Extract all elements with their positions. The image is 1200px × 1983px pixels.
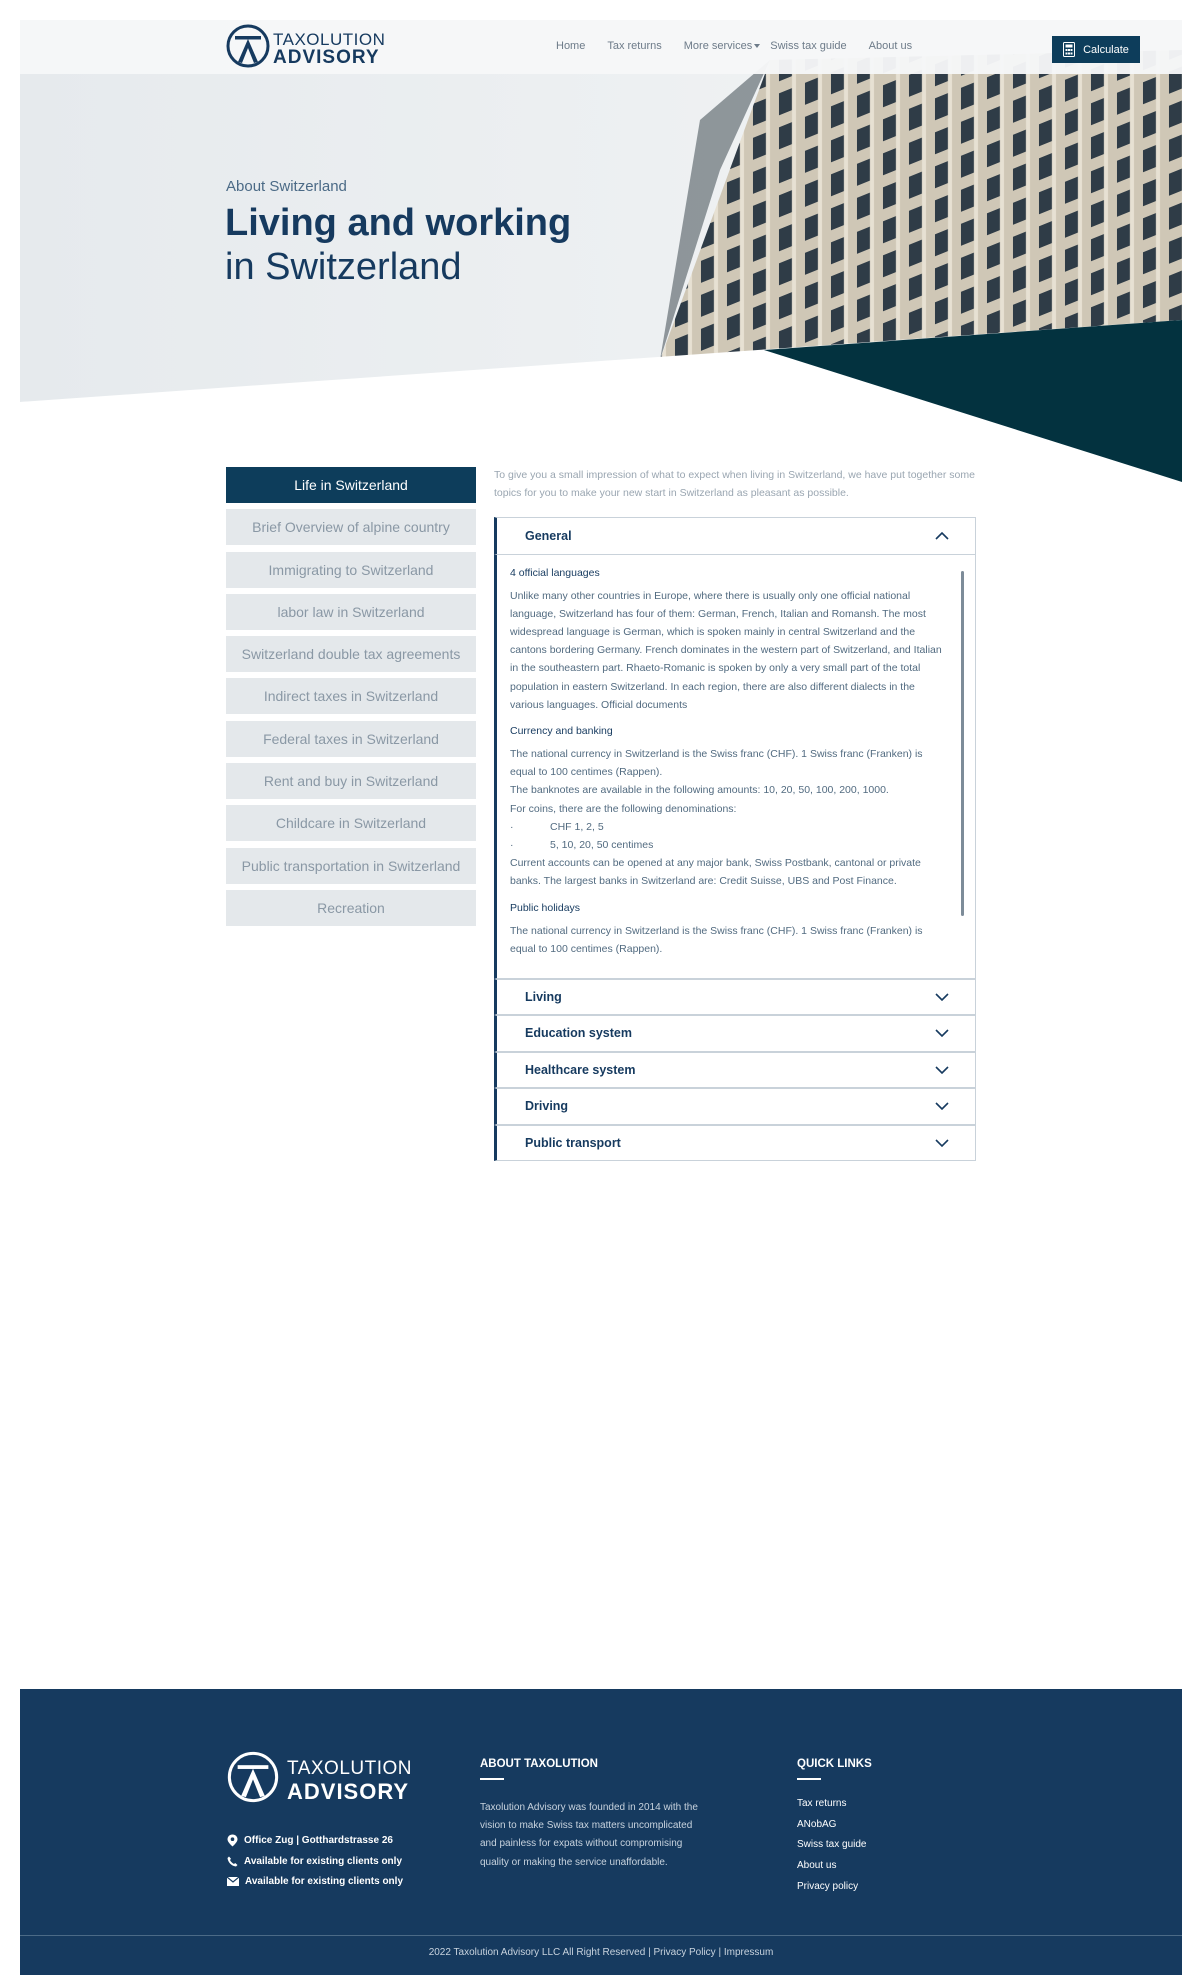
main-nav <box>556 40 912 52</box>
chevron-down-icon <box>754 44 760 48</box>
list-item-text: 5, 10, 20, 50 centimes <box>550 838 654 851</box>
calculate-button[interactable] <box>1052 36 1140 63</box>
sidebar-item-rent-buy[interactable]: Rent and buy in Switzerland <box>226 763 476 799</box>
location-pin-icon <box>227 1834 238 1847</box>
footer-about-underline <box>480 1778 504 1780</box>
footer-logo-text-top: TAXOLUTION <box>287 1758 412 1779</box>
section-paragraph: Unlike many other countries in Europe, where there is usually only one official national language, Switzerland has four of them: German, French, Italian and Romansh. The most widespread language is German, which is spoken mainly in central Switzerland and the cantons bordering Germany. French dominates in the western part of Switzerland, and Italian in the southeastern part. Rhaeto-Romanic is spoken by only a very small part of the total population in eastern Switzerland. In each region, there are also different dialects in the various languages. Official documents <box>510 589 942 711</box>
contact-email-text: Available for existing clients only <box>245 1876 404 1888</box>
hero-background <box>20 20 1182 490</box>
list-item: · CHF 1, 2, 5 <box>510 818 951 836</box>
section-paragraph: For coins, there are the following denominations: <box>510 802 737 815</box>
hero-section <box>20 20 1182 490</box>
logo-text-bottom: ADVISORY <box>273 47 380 68</box>
accordion-header-general[interactable] <box>494 517 976 554</box>
footer-logo-text-bottom: ADVISORY <box>287 1779 410 1804</box>
accordion-title: Healthcare system <box>525 1062 636 1077</box>
intro-text: To give you a small impression of what to expect when living in Switzerland, we have put together some topics for you to make your new start in Switzerland as pleasant as possible. <box>494 469 975 499</box>
accordion-title: Driving <box>525 1099 569 1114</box>
topic-sidebar <box>226 467 476 932</box>
accordion-title: Public transport <box>525 1135 621 1150</box>
sidebar-item-federal-taxes[interactable]: Federal taxes in Switzerland <box>226 721 476 757</box>
hero-subtitle: in Switzerland <box>225 246 462 288</box>
site-header <box>20 20 1182 74</box>
sidebar-item-life[interactable]: Life in Switzerland <box>226 467 476 503</box>
list-item-text: CHF 1, 2, 5 <box>550 820 604 833</box>
logo-mark-icon <box>227 1751 279 1803</box>
logo-mark-icon <box>226 24 270 68</box>
nav-home[interactable]: Home <box>556 40 586 52</box>
footer-quick-links <box>797 1798 866 1901</box>
site-logo[interactable] <box>226 24 386 70</box>
footer-logo[interactable] <box>227 1751 417 1809</box>
topic-accordion <box>494 517 976 1161</box>
sidebar-item-indirect-taxes[interactable]: Indirect taxes in Switzerland <box>226 678 476 714</box>
section-paragraph: Current accounts can be opened at any major bank, Swiss Postbank, cantonal or private banks. The largest banks in Switzerland are: Credit Suisse, UBS and Post Finance. <box>510 857 921 888</box>
footer-divider <box>20 1935 1182 1936</box>
contact-address-text: Office Zug | Gotthardstrasse 26 <box>244 1834 393 1846</box>
sidebar-item-immigrating[interactable]: Immigrating to Switzerland <box>226 552 476 588</box>
footer-link-privacy-policy[interactable]: Privacy policy <box>797 1880 859 1892</box>
calculator-icon <box>1063 42 1075 57</box>
hero-eyebrow: About Switzerland <box>226 178 347 195</box>
section-heading: 4 official languages <box>510 566 600 579</box>
footer-about-text: Taxolution Advisory was founded in 2014 with the vision to make Swiss tax matters uncomplicated and painless for expats without compromising quality or making the service unaffordable. <box>480 1802 698 1868</box>
nav-more-services-label: More services <box>683 40 753 52</box>
nav-more-services[interactable] <box>684 40 760 52</box>
footer-link-about-us[interactable]: About us <box>797 1860 837 1872</box>
footer-about-title: ABOUT TAXOLUTION <box>480 1758 598 1770</box>
phone-icon <box>227 1856 238 1867</box>
accordion-header-education[interactable] <box>494 1015 976 1052</box>
accordion-title: Living <box>525 989 562 1004</box>
page <box>20 20 1182 1975</box>
section-heading: Currency and banking <box>510 724 613 737</box>
hero-title: Living and working <box>225 202 572 244</box>
sidebar-item-recreation[interactable]: Recreation <box>226 890 476 926</box>
footer-links-title: QUICK LINKS <box>797 1758 872 1770</box>
chevron-down-icon <box>935 1066 949 1074</box>
footer-contact <box>227 1830 403 1892</box>
logo-text-top: TAXOLUTION <box>273 30 386 49</box>
nav-about-us[interactable]: About us <box>868 40 913 52</box>
chevron-down-icon <box>935 1029 949 1037</box>
sidebar-item-double-tax[interactable]: Switzerland double tax agreements <box>226 636 476 672</box>
chevron-down-icon <box>935 993 949 1001</box>
section-paragraph: The national currency in Switzerland is the Swiss franc (CHF). 1 Swiss franc (Franken) is equal to 100 centimes (Rappen). <box>510 747 923 779</box>
accordion-header-living[interactable] <box>494 979 976 1016</box>
accordion-title: General <box>525 528 572 543</box>
accordion-title: Education system <box>525 1026 632 1041</box>
nav-swiss-tax-guide[interactable]: Swiss tax guide <box>770 40 847 52</box>
section-heading: Public holidays <box>510 901 581 914</box>
footer-links-underline <box>797 1778 821 1780</box>
footer-copyright: 2022 Taxolution Advisory LLC All Right Reserved | Privacy Policy | Impressum <box>428 1947 774 1958</box>
contact-phone-text: Available for existing clients only <box>244 1855 403 1867</box>
footer-link-tax-returns[interactable]: Tax returns <box>797 1798 847 1809</box>
footer-link-anobag[interactable]: ANobAG <box>797 1818 837 1830</box>
site-footer <box>20 1689 1182 1975</box>
sidebar-item-public-transport[interactable]: Public transportation in Switzerland <box>226 848 476 884</box>
panel-scrollbar[interactable] <box>961 571 964 916</box>
accordion-header-public-transport[interactable] <box>494 1125 976 1162</box>
contact-phone <box>227 1851 403 1872</box>
list-item: · 5, 10, 20, 50 centimes <box>510 836 951 854</box>
accordion-panel-general[interactable] <box>494 554 976 979</box>
calculate-label: Calculate <box>1083 43 1129 56</box>
contact-address <box>227 1830 403 1851</box>
chevron-down-icon <box>935 1139 949 1147</box>
sidebar-item-childcare[interactable]: Childcare in Switzerland <box>226 805 476 841</box>
sidebar-item-labor-law[interactable]: labor law in Switzerland <box>226 594 476 630</box>
chevron-up-icon <box>935 532 949 540</box>
section-paragraph: The banknotes are available in the following amounts: 10, 20, 50, 100, 200, 1000. <box>510 784 889 797</box>
sidebar-item-overview[interactable]: Brief Overview of alpine country <box>226 509 476 545</box>
mail-icon <box>227 1877 239 1886</box>
contact-email <box>227 1871 403 1892</box>
section-paragraph: The national currency in Switzerland is the Swiss franc (CHF). 1 Swiss franc (Franken) is equal to 100 centimes (Rappen). <box>510 924 923 955</box>
nav-tax-returns[interactable]: Tax returns <box>607 40 662 52</box>
chevron-down-icon <box>935 1102 949 1110</box>
accordion-header-driving[interactable] <box>494 1088 976 1125</box>
accordion-header-healthcare[interactable] <box>494 1052 976 1089</box>
footer-link-swiss-tax-guide[interactable]: Swiss tax guide <box>797 1839 867 1851</box>
